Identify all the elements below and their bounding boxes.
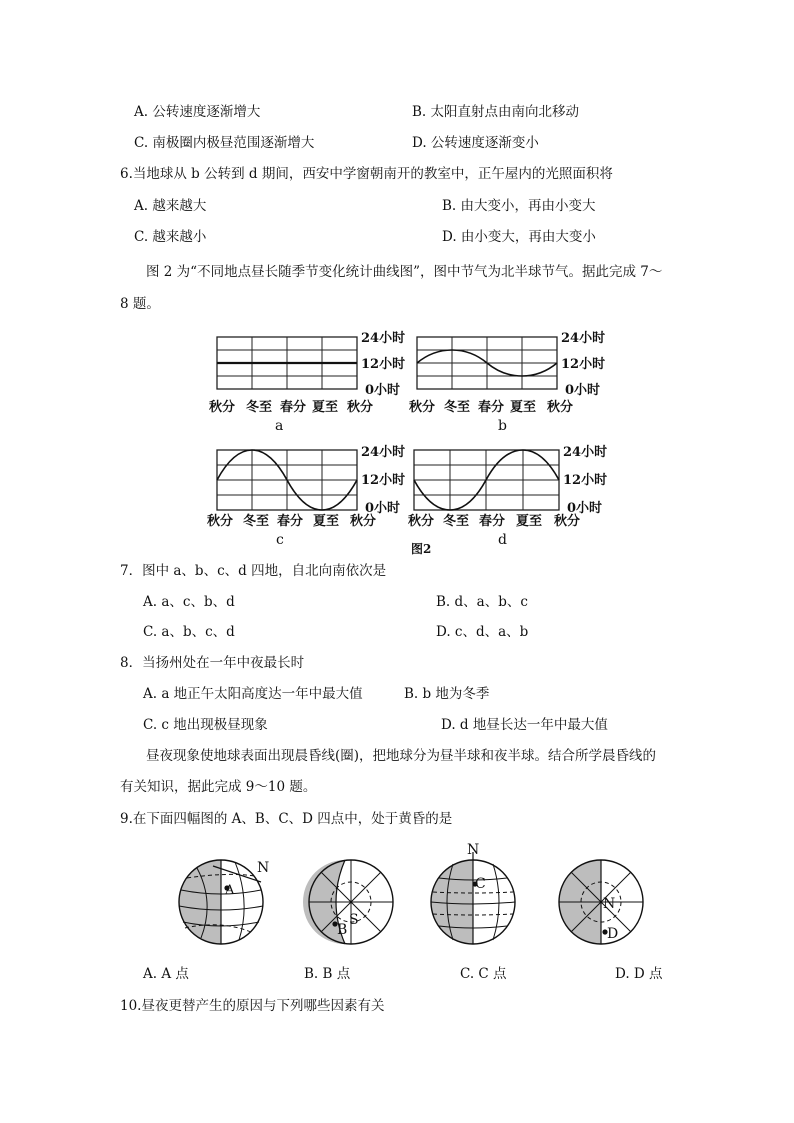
q7-option-d: D. c、d、a、b: [436, 624, 529, 640]
globe-d-north-letter: N: [603, 896, 616, 912]
chart-panel-d: [414, 450, 559, 510]
y-axis-labels-d: [563, 445, 607, 516]
figure-2-daylength-charts: [0, 0, 794, 560]
globe-a-letter: A: [225, 883, 235, 898]
q6-stem: 6.当地球从 b 公转到 d 期间，西安中学窗朝南开的教室中，正午屋内的光照面积将: [120, 166, 613, 182]
q9-option-c: C. C 点: [460, 966, 507, 982]
svg-text:春分: 春分: [479, 514, 506, 529]
q7-option-a: A. a、c、b、d: [143, 594, 235, 610]
svg-text:0小时: 0小时: [565, 383, 601, 398]
q6-option-a: A. 越来越大: [134, 198, 207, 214]
q9-option-d: D. D 点: [615, 966, 663, 982]
svg-text:24小时: 24小时: [563, 445, 608, 460]
q10-stem: 10.昼夜更替产生的原因与下列哪些因素有关: [120, 998, 385, 1014]
x-axis-labels-d: [408, 513, 580, 529]
svg-text:12小时: 12小时: [561, 357, 606, 372]
y-label-24: 24小时: [361, 331, 406, 346]
chart-panel-b: [417, 337, 557, 389]
svg-text:夏至: 夏至: [312, 400, 339, 415]
q5-option-d: D. 公转速度逐渐变小: [412, 135, 539, 151]
q7-option-c: C. a、b、c、d: [143, 624, 235, 640]
y-axis-labels-b: [561, 331, 605, 398]
svg-text:冬至: 冬至: [443, 514, 470, 529]
svg-text:冬至: 冬至: [444, 400, 471, 415]
svg-text:秋分: 秋分: [554, 514, 581, 529]
intro2-line1: 图 2 为“不同地点昼长随季节变化统计曲线图”，图中节气为北半球节气。据此完成 7～: [146, 264, 663, 280]
q6-option-c: C. 越来越小: [134, 229, 207, 245]
globe-a: [179, 860, 269, 944]
q9-stem: 9.在下面四幅图的 A、B、C、D 四点中，处于黄昏的是: [120, 811, 453, 827]
y-label-12: 12小时: [361, 357, 406, 372]
y-label-0: 0小时: [365, 383, 401, 398]
q7-stem: 7．图中 a、b、c、d 四地，自北向南依次是: [120, 563, 387, 579]
y-axis-labels-c: [361, 445, 405, 516]
figure-2-caption: 图2: [411, 542, 432, 556]
q9-option-a: A. A 点: [143, 966, 189, 982]
x-axis-labels-c: [207, 513, 376, 529]
x-axis-labels-a: [209, 399, 373, 415]
intro3-line1: 昼夜现象使地球表面出现晨昏线(圈)，把地球分为昼半球和夜半球。结合所学晨昏线的: [146, 748, 657, 764]
svg-text:12小时: 12小时: [563, 473, 608, 488]
svg-text:秋分: 秋分: [209, 400, 236, 415]
q8-option-a: A. a 地正午太阳高度达一年中最大值: [143, 686, 363, 702]
svg-text:24小时: 24小时: [361, 445, 406, 460]
q8-option-d: D. d 地昼长达一年中最大值: [441, 717, 608, 733]
svg-text:秋分: 秋分: [408, 514, 435, 529]
svg-text:秋分: 秋分: [350, 514, 377, 529]
svg-text:夏至: 夏至: [510, 400, 537, 415]
svg-text:0小时: 0小时: [567, 501, 603, 516]
svg-text:秋分: 秋分: [409, 400, 436, 415]
q9-option-b: B. B 点: [304, 966, 351, 982]
panel-label-b: b: [498, 418, 507, 434]
svg-text:冬至: 冬至: [243, 514, 270, 529]
globe-b: [303, 860, 393, 944]
intro3-line2: 有关知识，据此完成 9～10 题。: [120, 779, 317, 795]
svg-text:春分: 春分: [280, 400, 307, 415]
svg-text:春分: 春分: [478, 400, 505, 415]
q8-option-c: C. c 地出现极昼现象: [143, 717, 268, 733]
panel-label-d: d: [498, 532, 507, 548]
globe-c-letter: C: [475, 876, 486, 892]
globe-d: [559, 860, 643, 944]
globe-c: [431, 842, 515, 944]
svg-text:24小时: 24小时: [561, 331, 606, 346]
svg-text:秋分: 秋分: [347, 400, 374, 415]
q9-globes-figure: [0, 840, 794, 1000]
globe-b-south-letter: S: [349, 912, 359, 928]
svg-text:夏至: 夏至: [516, 514, 543, 529]
intro2-line2: 8 题。: [120, 296, 160, 312]
q5-option-b: B. 太阳直射点由南向北移动: [412, 104, 580, 120]
globe-d-letter: D: [607, 926, 619, 942]
svg-text:0小时: 0小时: [365, 501, 401, 516]
q8-option-b: B. b 地为冬季: [404, 686, 490, 702]
q6-option-d: D. 由小变大，再由大变小: [442, 229, 596, 245]
svg-text:12小时: 12小时: [361, 473, 406, 488]
q5-option-c: C. 南极圈内极昼范围逐渐增大: [134, 135, 315, 151]
svg-text:冬至: 冬至: [246, 400, 273, 415]
q7-option-b: B. d、a、b、c: [436, 594, 528, 610]
chart-panel-a: [217, 337, 357, 389]
panel-label-a: a: [275, 418, 284, 434]
panel-label-c: c: [276, 532, 284, 548]
x-axis-labels-b: [409, 399, 573, 415]
y-axis-labels-a: [361, 331, 405, 398]
svg-text:秋分: 秋分: [207, 514, 234, 529]
svg-text:夏至: 夏至: [313, 514, 340, 529]
globe-a-north-letter: N: [257, 860, 270, 876]
q5-option-a: A. 公转速度逐渐增大: [134, 104, 261, 120]
globe-b-letter: B: [337, 922, 348, 938]
chart-panel-c: [217, 450, 357, 510]
svg-text:春分: 春分: [277, 514, 304, 529]
globe-c-north-letter: N: [467, 842, 480, 858]
q8-stem: 8．当扬州处在一年中夜最长时: [120, 655, 305, 671]
svg-text:秋分: 秋分: [547, 400, 574, 415]
q6-option-b: B. 由大变小，再由小变大: [442, 198, 596, 214]
